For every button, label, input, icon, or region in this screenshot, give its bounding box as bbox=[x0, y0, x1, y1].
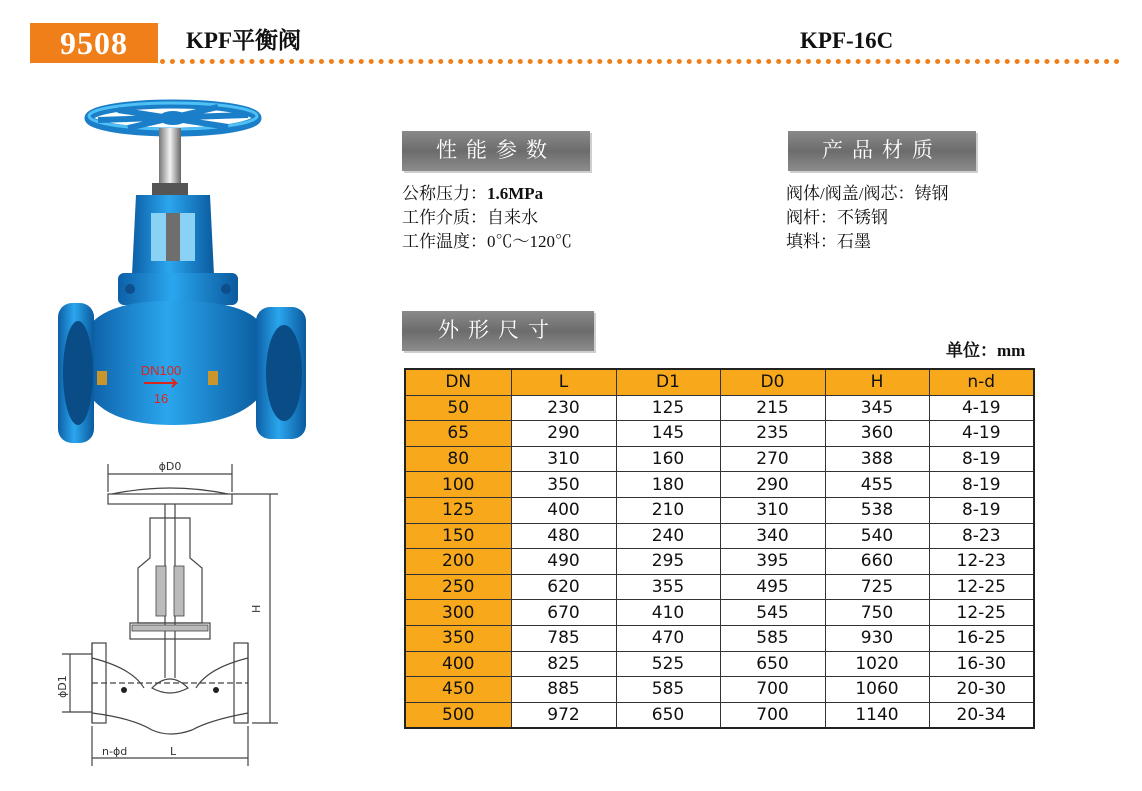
table-cell: 490 bbox=[511, 549, 616, 575]
dn-cell: 400 bbox=[405, 651, 511, 677]
table-cell: 345 bbox=[825, 395, 929, 421]
table-cell: 670 bbox=[511, 600, 616, 626]
dn-cell: 300 bbox=[405, 600, 511, 626]
table-cell: 470 bbox=[616, 625, 720, 651]
table-cell: 235 bbox=[720, 421, 825, 447]
dimensions-table bbox=[404, 368, 1035, 729]
label-l: L bbox=[170, 745, 177, 758]
table-cell: 700 bbox=[720, 702, 825, 728]
table-cell: 20-30 bbox=[929, 677, 1034, 703]
spec-row-medium bbox=[402, 206, 572, 230]
table-cell: 660 bbox=[825, 549, 929, 575]
table-cell: 125 bbox=[616, 395, 720, 421]
table-header-row bbox=[405, 369, 1034, 395]
catalog-code-badge: 9508 bbox=[30, 23, 158, 63]
table-cell: 1140 bbox=[825, 702, 929, 728]
material-row-body bbox=[786, 182, 948, 206]
label-d0: ϕD0 bbox=[158, 460, 182, 473]
product-name: KPF平衡阀 bbox=[186, 28, 301, 53]
spec-value: 0℃～120℃ bbox=[487, 232, 572, 251]
table-cell: 4-19 bbox=[929, 395, 1034, 421]
dn-cell: 450 bbox=[405, 677, 511, 703]
table-cell: 270 bbox=[720, 446, 825, 472]
table-row bbox=[405, 523, 1034, 549]
table-cell: 16-30 bbox=[929, 651, 1034, 677]
spec-label: 公称压力： bbox=[402, 184, 487, 203]
dn-cell: 125 bbox=[405, 497, 511, 523]
table-cell: 16-25 bbox=[929, 625, 1034, 651]
table-cell: 495 bbox=[720, 574, 825, 600]
spec-label: 工作介质： bbox=[402, 208, 487, 227]
column-header: DN bbox=[405, 369, 511, 395]
table-cell: 725 bbox=[825, 574, 929, 600]
table-cell: 1060 bbox=[825, 677, 929, 703]
table-row bbox=[405, 497, 1034, 523]
table-cell: 480 bbox=[511, 523, 616, 549]
table-cell: 825 bbox=[511, 651, 616, 677]
table-cell: 388 bbox=[825, 446, 929, 472]
material-value: 铸钢 bbox=[914, 184, 949, 203]
table-cell: 545 bbox=[720, 600, 825, 626]
performance-list bbox=[402, 182, 572, 254]
table-cell: 160 bbox=[616, 446, 720, 472]
dn-cell: 65 bbox=[405, 421, 511, 447]
material-value: 石墨 bbox=[837, 232, 871, 251]
table-cell: 972 bbox=[511, 702, 616, 728]
spec-row-pressure bbox=[402, 182, 572, 206]
table-cell: 360 bbox=[825, 421, 929, 447]
model-code: KPF-16C bbox=[800, 28, 894, 53]
column-header: n-d bbox=[929, 369, 1034, 395]
table-cell: 295 bbox=[616, 549, 720, 575]
table-cell: 230 bbox=[511, 395, 616, 421]
material-label: 填料： bbox=[786, 232, 837, 251]
table-cell: 355 bbox=[616, 574, 720, 600]
table-cell: 310 bbox=[511, 446, 616, 472]
table-cell: 455 bbox=[825, 472, 929, 498]
table-row bbox=[405, 549, 1034, 575]
material-label: 阀体/阀盖/阀芯： bbox=[786, 184, 915, 203]
performance-section-header: 性能参数 bbox=[402, 131, 590, 171]
table-cell: 12-23 bbox=[929, 549, 1034, 575]
table-cell: 785 bbox=[511, 625, 616, 651]
label-nd: n-ϕd bbox=[102, 745, 128, 758]
materials-section-header: 产品材质 bbox=[788, 131, 976, 171]
table-cell: 585 bbox=[616, 677, 720, 703]
table-cell: 215 bbox=[720, 395, 825, 421]
label-d1: ϕD1 bbox=[56, 675, 69, 698]
dn-cell: 200 bbox=[405, 549, 511, 575]
material-label: 阀杆： bbox=[786, 208, 837, 227]
table-cell: 650 bbox=[720, 651, 825, 677]
table-cell: 210 bbox=[616, 497, 720, 523]
table-cell: 20-34 bbox=[929, 702, 1034, 728]
dn-cell: 150 bbox=[405, 523, 511, 549]
unit-label: 单位：mm bbox=[946, 341, 1026, 360]
dn-cell: 350 bbox=[405, 625, 511, 651]
table-cell: 290 bbox=[511, 421, 616, 447]
spec-value: 自来水 bbox=[487, 208, 538, 227]
table-cell: 538 bbox=[825, 497, 929, 523]
table-row bbox=[405, 574, 1034, 600]
materials-list bbox=[786, 182, 948, 254]
spec-label: 工作温度： bbox=[402, 232, 487, 251]
dn-cell: 250 bbox=[405, 574, 511, 600]
table-cell: 525 bbox=[616, 651, 720, 677]
table-cell: 12-25 bbox=[929, 574, 1034, 600]
table-cell: 395 bbox=[720, 549, 825, 575]
table-cell: 145 bbox=[616, 421, 720, 447]
dn-cell: 100 bbox=[405, 472, 511, 498]
table-cell: 540 bbox=[825, 523, 929, 549]
label-h: H bbox=[250, 604, 263, 613]
table-cell: 400 bbox=[511, 497, 616, 523]
table-cell: 340 bbox=[720, 523, 825, 549]
table-row bbox=[405, 625, 1034, 651]
table-cell: 8-23 bbox=[929, 523, 1034, 549]
dn-cell: 500 bbox=[405, 702, 511, 728]
table-cell: 8-19 bbox=[929, 497, 1034, 523]
table-cell: 12-25 bbox=[929, 600, 1034, 626]
table-cell: 240 bbox=[616, 523, 720, 549]
body-marking-size: DN100 bbox=[140, 363, 182, 378]
table-cell: 650 bbox=[616, 702, 720, 728]
table-cell: 700 bbox=[720, 677, 825, 703]
table-cell: 350 bbox=[511, 472, 616, 498]
table-row bbox=[405, 395, 1034, 421]
table-cell: 585 bbox=[720, 625, 825, 651]
table-cell: 180 bbox=[616, 472, 720, 498]
spec-row-temperature bbox=[402, 230, 572, 254]
table-row bbox=[405, 600, 1034, 626]
dn-cell: 50 bbox=[405, 395, 511, 421]
table-cell: 885 bbox=[511, 677, 616, 703]
column-header: L bbox=[511, 369, 616, 395]
table-cell: 930 bbox=[825, 625, 929, 651]
column-header: H bbox=[825, 369, 929, 395]
table-cell: 310 bbox=[720, 497, 825, 523]
table-cell: 290 bbox=[720, 472, 825, 498]
material-row-packing bbox=[786, 230, 948, 254]
table-cell: 1020 bbox=[825, 651, 929, 677]
column-header: D1 bbox=[616, 369, 720, 395]
valve-photo bbox=[48, 95, 318, 445]
table-cell: 620 bbox=[511, 574, 616, 600]
dn-cell: 80 bbox=[405, 446, 511, 472]
table-cell: 410 bbox=[616, 600, 720, 626]
table-row bbox=[405, 446, 1034, 472]
spec-value: 1.6MPa bbox=[487, 184, 544, 203]
material-value: 不锈钢 bbox=[837, 208, 888, 227]
header-divider bbox=[160, 59, 1120, 64]
table-row bbox=[405, 677, 1034, 703]
table-row bbox=[405, 421, 1034, 447]
body-marking-pressure: 16 bbox=[153, 391, 169, 406]
table-row bbox=[405, 472, 1034, 498]
material-row-stem bbox=[786, 206, 948, 230]
table-cell: 8-19 bbox=[929, 472, 1034, 498]
table-cell: 4-19 bbox=[929, 421, 1034, 447]
table-row bbox=[405, 651, 1034, 677]
valve-section-drawing bbox=[52, 458, 282, 773]
column-header: D0 bbox=[720, 369, 825, 395]
table-cell: 750 bbox=[825, 600, 929, 626]
table-row bbox=[405, 702, 1034, 728]
table-cell: 8-19 bbox=[929, 446, 1034, 472]
dimensions-section-header: 外形尺寸 bbox=[402, 311, 594, 351]
